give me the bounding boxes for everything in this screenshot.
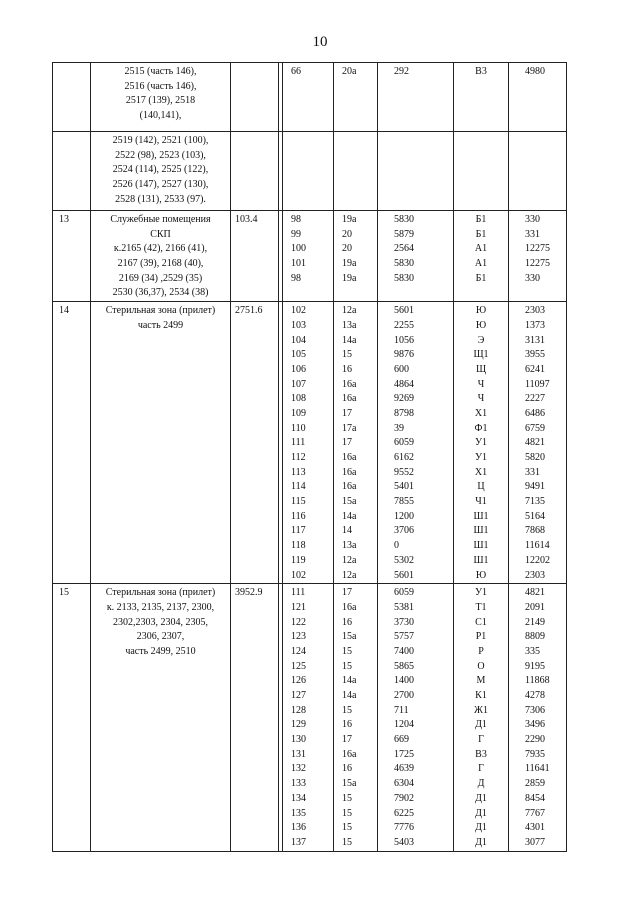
- table-row: [53, 584, 567, 851]
- q-value: 4278: [525, 690, 545, 701]
- t-value: 20: [342, 243, 352, 255]
- point-number-cell: [283, 63, 334, 132]
- q-value: 11868: [525, 675, 550, 687]
- q-value: 3077: [525, 836, 545, 848]
- point-number-cell: [283, 132, 334, 211]
- name_lines-value: 2519 (142), 2521 (100),: [112, 135, 209, 146]
- z-value: Ю: [475, 305, 487, 317]
- z-value: У1: [474, 437, 488, 449]
- t-value: 16: [342, 719, 352, 731]
- k-value: 122: [291, 616, 306, 628]
- z-value: Х1: [474, 466, 488, 478]
- v-value: 4864: [394, 378, 414, 390]
- name_lines-value: Служебные помещения: [110, 214, 211, 225]
- z-value: Щ1: [473, 349, 489, 361]
- v-value: 5757: [394, 631, 414, 643]
- k-value: 118: [291, 540, 306, 552]
- t-value: 15: [342, 822, 352, 834]
- z-value: Д1: [475, 792, 487, 804]
- point-number-cell: [283, 584, 334, 851]
- t-value: 12а: [342, 554, 357, 566]
- t-value: 16: [342, 616, 352, 628]
- t-value: 13а: [342, 319, 357, 331]
- q-value: 331: [525, 228, 540, 240]
- z-value: Ч: [477, 393, 485, 405]
- v-value: 0: [394, 540, 399, 552]
- name_lines-value: 2530 (36,37), 2534 (38): [112, 287, 209, 299]
- v-value: 6304: [394, 778, 414, 790]
- name_lines-value: 2516 (часть 146),: [124, 80, 197, 92]
- k-value: 136: [291, 822, 306, 834]
- room-description-cell: [91, 302, 231, 584]
- name_lines-value: Стерильная зона (прилет): [105, 587, 216, 599]
- area-cell: [231, 302, 279, 584]
- v-value: 1400: [394, 675, 414, 687]
- table-row: [53, 63, 567, 132]
- z-value: Щ: [475, 363, 487, 375]
- name_lines-value: часть 2499, 2510: [125, 645, 196, 657]
- q-value: 5820: [525, 452, 545, 463]
- room-description-cell: [91, 211, 231, 302]
- k-value: 135: [291, 807, 306, 819]
- z-value: К1: [475, 690, 487, 701]
- name_lines-value: 2517 (139), 2518: [125, 95, 196, 107]
- row-number: 14: [59, 305, 69, 317]
- z-value: Г: [478, 734, 484, 746]
- k-value: 124: [291, 645, 306, 657]
- z-value: Б1: [475, 228, 487, 240]
- q-value: 8454: [525, 792, 545, 804]
- t-value: 17: [342, 734, 352, 746]
- v-value: 1056: [394, 334, 414, 346]
- k-value: 123: [291, 631, 306, 643]
- v-value: 5830: [394, 258, 414, 270]
- name_lines-value: 2515 (часть 146),: [124, 66, 197, 77]
- z-value: Г: [478, 763, 484, 775]
- v-value: 2700: [394, 690, 414, 701]
- table-row: [53, 302, 567, 584]
- area-cell: [231, 584, 279, 851]
- t-value: 16: [342, 763, 352, 775]
- v-value: 9269: [394, 393, 414, 405]
- t-value: 16а: [342, 748, 357, 760]
- k-value: 98: [291, 272, 301, 284]
- v-value: 5830: [394, 214, 414, 225]
- k-value: 111: [291, 437, 306, 449]
- k-value: 132: [291, 763, 306, 775]
- q-value: 12275: [525, 243, 550, 255]
- k-value: 105: [291, 349, 306, 361]
- q-value: 3131: [525, 334, 545, 346]
- z-value: Р: [478, 645, 484, 657]
- row-number-cell: [53, 132, 91, 211]
- z-value: Ч1: [475, 496, 487, 508]
- k-value: 128: [291, 704, 306, 716]
- q-value: 4821: [525, 437, 545, 449]
- t-value: 19а: [342, 214, 357, 225]
- room-description-cell: [91, 63, 231, 132]
- v-value: 8798: [394, 407, 414, 419]
- area-value: 2751.6: [235, 305, 263, 317]
- q-value: 7306: [525, 704, 545, 716]
- t-value: 15: [342, 807, 352, 819]
- v-value: 4639: [394, 763, 414, 775]
- t-value: 15: [342, 792, 352, 804]
- z-value: Б1: [475, 214, 487, 225]
- v-value: 39: [394, 422, 404, 434]
- q-value: 2303: [525, 569, 545, 581]
- k-value: 109: [291, 407, 306, 419]
- v-value: 7902: [394, 792, 414, 804]
- room-description-cell: [91, 132, 231, 211]
- v-value: 5879: [394, 228, 414, 240]
- q-value: 4301: [525, 822, 545, 834]
- v-value: 5601: [394, 305, 414, 317]
- v-value: 5830: [394, 272, 414, 284]
- t-value: 17: [342, 437, 352, 449]
- v-value: 5865: [394, 660, 414, 672]
- sector-cell: [334, 302, 378, 584]
- q-value: 9491: [525, 481, 545, 493]
- q-value: 330: [525, 214, 540, 225]
- v-value: 7400: [394, 645, 414, 657]
- k-value: 113: [291, 466, 306, 478]
- quantity-cell: [509, 211, 567, 302]
- sector-cell: [334, 211, 378, 302]
- q-value: 12202: [525, 554, 550, 566]
- quantity-cell: [509, 302, 567, 584]
- v-value: 711: [394, 704, 409, 716]
- t-value: 17: [342, 587, 352, 599]
- area-cell: [231, 63, 279, 132]
- area-cell: [231, 132, 279, 211]
- z-value: Д1: [475, 719, 487, 731]
- t-value: 15а: [342, 496, 357, 508]
- name_lines-value: СКП: [150, 228, 171, 240]
- name_lines-value: 2169 (34) ,2529 (35): [118, 272, 203, 284]
- t-value: 15: [342, 704, 352, 716]
- k-value: 110: [291, 422, 306, 434]
- t-value: 16а: [342, 481, 357, 493]
- q-value: 3955: [525, 349, 545, 361]
- k-value: 117: [291, 525, 306, 537]
- v-value: 5403: [394, 836, 414, 848]
- room-description-cell: [91, 584, 231, 851]
- area-value: [235, 134, 278, 149]
- z-value: У1: [474, 452, 488, 463]
- t-value: 16а: [342, 378, 357, 390]
- q-value: 6759: [525, 422, 545, 434]
- t-value: 14а: [342, 334, 357, 346]
- name_lines-value: 2524 (114), 2525 (122),: [112, 164, 209, 176]
- q-value: 6486: [525, 407, 545, 419]
- t-value: 16а: [342, 601, 357, 613]
- k-value: 106: [291, 363, 306, 375]
- t-value: 16а: [342, 466, 357, 478]
- q-value: 11641: [525, 763, 550, 775]
- z-value: В3: [475, 748, 487, 760]
- q-value: 5164: [525, 510, 545, 522]
- z-value: А1: [474, 243, 488, 255]
- t-value: 14а: [342, 690, 357, 701]
- t-value: 15а: [342, 631, 357, 643]
- name_lines-value: 2528 (131), 2533 (97).: [115, 193, 206, 205]
- row-number: 15: [59, 587, 69, 599]
- point-number-cell: [283, 302, 334, 584]
- v-value: 1725: [394, 748, 414, 760]
- name_lines-value: к. 2133, 2135, 2137, 2300,: [106, 601, 215, 613]
- q-value: 2091: [525, 601, 545, 613]
- z-value: Д1: [475, 807, 487, 819]
- z-value: Д: [477, 778, 485, 790]
- k-value: 119: [291, 554, 306, 566]
- value-cell: [378, 211, 454, 302]
- t-value: 16а: [342, 452, 357, 463]
- q-value: 2303: [525, 305, 545, 317]
- value-cell: [378, 132, 454, 211]
- point-number-cell: [283, 211, 334, 302]
- v-value: 5401: [394, 481, 414, 493]
- k-value: 126: [291, 675, 306, 687]
- z-value: Р1: [475, 631, 487, 643]
- v-value: 3730: [394, 616, 414, 628]
- q-value: 6241: [525, 363, 545, 375]
- z-value: Д1: [475, 836, 487, 848]
- zone-cell: [454, 584, 509, 851]
- z-value: М: [476, 675, 486, 687]
- k-value: 137: [291, 836, 306, 848]
- q-value: 12275: [525, 258, 550, 270]
- zone-cell: [454, 302, 509, 584]
- z-value: Ю: [475, 569, 487, 581]
- k-value: 103: [291, 319, 306, 331]
- k-value: 112: [291, 452, 306, 463]
- t-value: 13а: [342, 540, 357, 552]
- v-value: 6225: [394, 807, 414, 819]
- k-value: 100: [291, 243, 306, 255]
- k-value: 130: [291, 734, 306, 746]
- z-value: А1: [474, 258, 488, 270]
- t-value: 15: [342, 645, 352, 657]
- t-value: 12а: [342, 305, 357, 317]
- quantity-cell: [509, 132, 567, 211]
- z-value: Э: [477, 334, 485, 346]
- k-value: 107: [291, 378, 306, 390]
- table-row: [53, 132, 567, 211]
- row-number-cell: [53, 584, 91, 851]
- v-value: 6059: [394, 437, 414, 449]
- q-value: 2290: [525, 734, 545, 746]
- q-value: 7868: [525, 525, 545, 537]
- q-value: 4821: [525, 587, 545, 599]
- v-value: 3706: [394, 525, 414, 537]
- t-value: 14а: [342, 510, 357, 522]
- zone-cell: [454, 211, 509, 302]
- t-value: 15: [342, 836, 352, 848]
- z-value: Ц: [477, 481, 485, 493]
- t-value: 17: [342, 407, 352, 419]
- k-value: 114: [291, 481, 306, 493]
- q-value: 335: [525, 645, 540, 657]
- z-value: Ч: [477, 378, 485, 390]
- q-value: 1373: [525, 319, 545, 331]
- area-cell: [231, 211, 279, 302]
- k-value: 133: [291, 778, 306, 790]
- q-value: 330: [525, 272, 540, 284]
- page-number: 10: [312, 34, 328, 50]
- v-value: 9876: [394, 349, 414, 361]
- z-value: Д1: [475, 822, 487, 834]
- row-number: 13: [59, 214, 69, 225]
- t-value: 15: [342, 660, 352, 672]
- k-value: 134: [291, 792, 306, 804]
- t-value: 15: [342, 349, 352, 361]
- q-value: 7935: [525, 748, 545, 760]
- quantity-cell: [509, 63, 567, 132]
- v-value: 292: [394, 66, 409, 77]
- t-value: 20: [342, 228, 352, 240]
- q-value: 7767: [525, 807, 545, 819]
- name_lines-value: 2522 (98), 2523 (103),: [115, 149, 206, 161]
- k-value: 111: [291, 587, 306, 599]
- area-value: [235, 65, 278, 80]
- v-value: 669: [394, 734, 409, 746]
- q-value: 4980: [525, 66, 545, 77]
- name_lines-value: 2526 (147), 2527 (130),: [112, 179, 209, 191]
- k-value: 121: [291, 601, 306, 613]
- k-value: 102: [291, 305, 306, 317]
- k-value: 131: [291, 748, 306, 760]
- q-value: 2149: [525, 616, 545, 628]
- v-value: 5601: [394, 569, 414, 581]
- q-value: 8809: [525, 631, 545, 643]
- name_lines-value: к.2165 (42), 2166 (41),: [113, 243, 208, 255]
- t-value: 16: [342, 363, 352, 375]
- v-value: 2255: [394, 319, 414, 331]
- t-value: 14: [342, 525, 352, 537]
- area-value: 3952.9: [235, 587, 263, 599]
- k-value: 116: [291, 510, 306, 522]
- z-value: Т1: [475, 601, 487, 613]
- q-value: 11097: [525, 378, 550, 390]
- v-value: 600: [394, 363, 409, 375]
- row-number-cell: [53, 211, 91, 302]
- v-value: 1204: [394, 719, 414, 731]
- k-value: 125: [291, 660, 306, 672]
- row-number-cell: [53, 63, 91, 132]
- name_lines-value: 2302,2303, 2304, 2305,: [113, 616, 208, 628]
- value-cell: [378, 302, 454, 584]
- z-value: Ш1: [473, 510, 489, 522]
- z-value: Ш1: [473, 554, 489, 566]
- zone-cell: [454, 63, 509, 132]
- quantity-cell: [509, 584, 567, 851]
- t-value: 17а: [342, 422, 357, 434]
- z-value: О: [477, 660, 485, 672]
- name_lines-value: 2306, 2307,: [136, 631, 185, 643]
- z-value: У1: [474, 587, 488, 599]
- z-value: Х1: [474, 407, 488, 419]
- z-value: Ф1: [474, 422, 488, 434]
- area-value: 103.4: [235, 214, 258, 225]
- row-number-cell: [53, 302, 91, 584]
- value-cell: [378, 584, 454, 851]
- row-number: [59, 134, 90, 149]
- z-value: Ю: [475, 319, 487, 331]
- q-value: 7135: [525, 496, 545, 508]
- sector-cell: [334, 63, 378, 132]
- z-value: Б1: [475, 272, 487, 284]
- sector-cell: [334, 584, 378, 851]
- v-value: 5302: [394, 554, 414, 566]
- k-value: 99: [291, 228, 301, 240]
- v-value: 7776: [394, 822, 414, 834]
- name_lines-value: 2167 (39), 2168 (40),: [117, 258, 204, 270]
- z-value: В3: [475, 66, 487, 77]
- v-value: 2564: [394, 243, 414, 255]
- v-value: 9552: [394, 466, 414, 478]
- v-value: 6059: [394, 587, 414, 599]
- q-value: 9195: [525, 660, 545, 672]
- t-value: 15а: [342, 778, 357, 790]
- q-value: 331: [525, 466, 540, 478]
- v-value: 7855: [394, 496, 414, 508]
- k-value: 129: [291, 719, 306, 731]
- t-value: 12а: [342, 569, 357, 581]
- v-value: 5381: [394, 601, 414, 613]
- v-value: 6162: [394, 452, 414, 463]
- sector-cell: [334, 132, 378, 211]
- value-cell: [378, 63, 454, 132]
- zone-cell: [454, 132, 509, 211]
- q-value: 11614: [525, 540, 550, 552]
- name_lines-value: часть 2499: [137, 319, 184, 331]
- v-value: 1200: [394, 510, 414, 522]
- t-value: 16а: [342, 393, 357, 405]
- z-value: Ш1: [473, 540, 489, 552]
- z-value: С1: [475, 616, 487, 628]
- k-value: 104: [291, 334, 306, 346]
- row-number: [59, 65, 90, 80]
- table-row: [53, 211, 567, 302]
- k-value: 98: [291, 214, 301, 225]
- k-value: 102: [291, 569, 306, 581]
- t-value: 19а: [342, 258, 357, 270]
- q-value: 2227: [525, 393, 545, 405]
- z-value: Ж1: [474, 704, 488, 716]
- t-value: 14а: [342, 675, 357, 687]
- k-value: 108: [291, 393, 306, 405]
- k-value: 115: [291, 496, 306, 508]
- z-value: Ш1: [473, 525, 489, 537]
- q-value: 2859: [525, 778, 545, 790]
- name_lines-value: Стерильная зона (прилет): [105, 305, 216, 317]
- t-value: 19а: [342, 272, 357, 284]
- k-value: 127: [291, 690, 306, 701]
- t-value: 20а: [342, 66, 357, 77]
- k-value: 66: [291, 66, 301, 77]
- k-value: 101: [291, 258, 306, 270]
- data-table: [52, 62, 567, 852]
- q-value: 3496: [525, 719, 545, 731]
- name_lines-value: (140,141),: [139, 110, 182, 122]
